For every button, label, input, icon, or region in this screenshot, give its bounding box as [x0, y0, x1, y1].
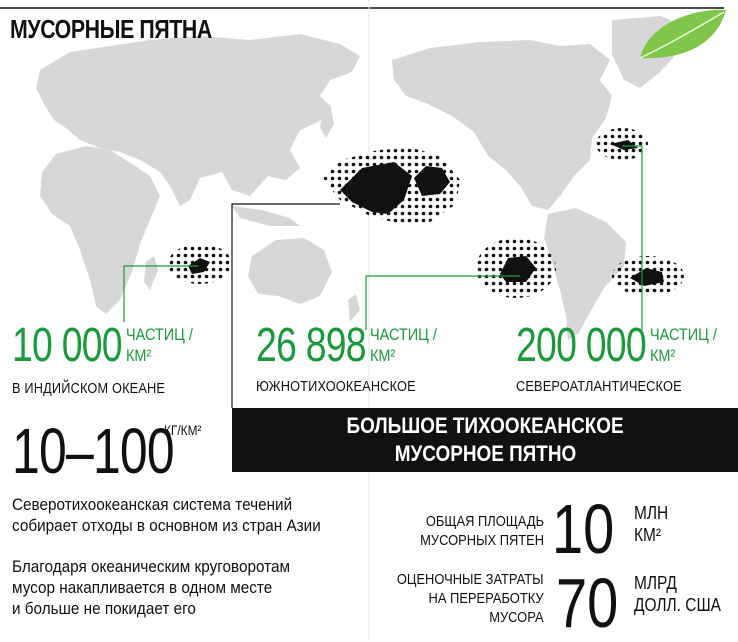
- indian-ocean-caption: В ИНДИЙСКОМ ОКЕАНЕ: [12, 380, 166, 397]
- banner-line-2: МУСОРНОЕ ПЯТНО: [394, 441, 576, 466]
- cost-unit: МЛРД ДОЛЛ. США: [634, 573, 721, 615]
- patch-indian-ocean: [168, 244, 232, 284]
- note-gyres: Благодаря океаническим круговоротам мусор накапливается в одном месте и больше не покидает его: [12, 557, 291, 618]
- cost-label: ОЦЕНОЧНЫЕ ЗАТРАТЫ НА ПЕРЕРАБОТКУ МУСОРА: [397, 571, 544, 626]
- north-atlantic-caption: СЕВЕРОАТЛАНТИЧЕСКОЕ: [516, 378, 682, 395]
- note-currents: Северотихоокеанская система течений собирает отходы в основном из стран Азии: [12, 495, 321, 535]
- patch-north-atlantic: [612, 256, 684, 296]
- patch-south-pacific: [476, 238, 556, 298]
- great-pacific-range: 10–100: [12, 415, 174, 487]
- indian-ocean-unit: ЧАСТИЦ / КМ²: [126, 325, 193, 365]
- patch-north-atlantic-small: [596, 128, 648, 160]
- indian-ocean-value: 10 000: [12, 319, 122, 372]
- great-pacific-banner: [232, 408, 738, 472]
- patch-great-pacific: [322, 148, 460, 224]
- north-atlantic-value: 200 000: [516, 319, 646, 372]
- area-unit: МЛН КМ²: [634, 503, 669, 545]
- area-value: 10: [552, 490, 615, 568]
- cost-value: 70: [556, 564, 619, 642]
- great-pacific-unit: КГ/КМ²: [164, 422, 202, 438]
- south-pacific-caption: ЮЖНОТИХООКЕАНСКОЕ: [256, 378, 416, 395]
- south-pacific-unit: ЧАСТИЦ / КМ²: [370, 325, 437, 365]
- continent-australia: [248, 238, 332, 304]
- area-label: ОБЩАЯ ПЛОЩАДЬ МУСОРНЫХ ПЯТЕН: [420, 513, 544, 549]
- south-pacific-value: 26 898: [256, 319, 366, 372]
- north-atlantic-unit: ЧАСТИЦ / КМ²: [650, 325, 717, 365]
- island-madagascar: [144, 256, 158, 290]
- banner-line-1: БОЛЬШОЕ ТИХООКЕАНСКОЕ: [346, 413, 624, 438]
- islands-indonesia: [232, 206, 300, 226]
- page-title: МУСОРНЫЕ ПЯТНА: [10, 14, 212, 44]
- continent-africa: [40, 146, 160, 314]
